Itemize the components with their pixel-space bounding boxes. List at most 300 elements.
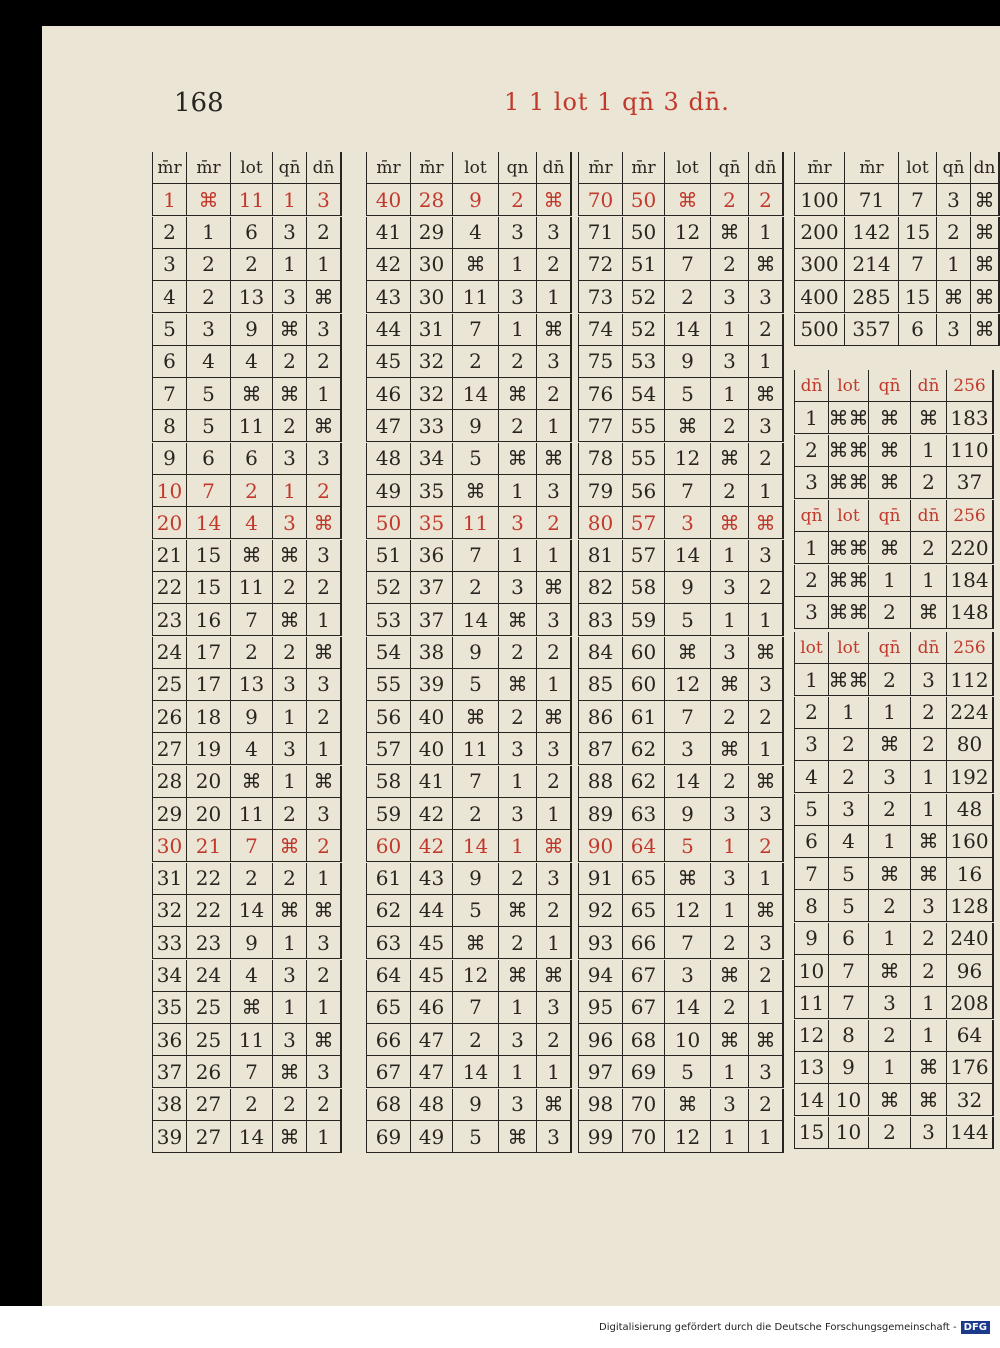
table-cell: 1 [794,402,828,433]
table-cell: ⌘ [230,992,272,1023]
table-cell: 88 [578,766,622,797]
table-cell: ⌘ [306,766,342,797]
table-cell: 5 [794,794,828,825]
table-cell: 55 [366,669,410,700]
table-cell: 3 [710,346,748,377]
table-cell: 37 [152,1056,186,1087]
table-cell: 3 [272,669,306,700]
table-row [794,1084,994,1116]
table-cell: 12 [452,960,498,991]
table-cell: 3 [306,184,342,215]
table-cell: 8 [828,1020,868,1051]
table-cell: 2 [664,281,710,312]
table-row [794,858,994,890]
table-cell: 63 [622,798,664,829]
table-row [794,314,1000,346]
table-cell: 14 [664,766,710,797]
table-cell: 1 [272,701,306,732]
table-cell: 2 [272,1089,306,1120]
table-cell: 3 [498,1089,536,1120]
table-cell: 1 [536,927,572,958]
table-cell: 50 [366,507,410,538]
table-cell: 3 [272,960,306,991]
column-header: m̄r [410,152,452,183]
table-cell: 3 [306,669,342,700]
table-cell: 30 [410,249,452,280]
table-cell: 11 [230,410,272,441]
table-cell: 110 [946,435,994,466]
table-cell: 1 [306,249,342,280]
table-cell: 63 [366,927,410,958]
table-cell: 1 [272,766,306,797]
table-cell: ⌘ [748,766,784,797]
table-cell: 28 [410,184,452,215]
table-cell: 66 [622,927,664,958]
table-cell: 12 [664,895,710,926]
table-row [794,729,994,761]
table-cell: 2 [536,895,572,926]
table-row [152,1024,342,1056]
table-cell: 52 [622,281,664,312]
table-cell: 2 [230,637,272,668]
table-row [578,960,784,992]
table-cell: 14 [794,1084,828,1115]
table-row [152,217,342,249]
table-cell: 224 [946,697,994,728]
table-cell: ⌘ [536,830,572,861]
table-row [794,402,994,434]
table-cell: 2 [230,863,272,894]
table-row [152,960,342,992]
table-cell: 76 [578,378,622,409]
table-cell: 11 [452,507,498,538]
table-cell: 3 [748,669,784,700]
table-cell: 1 [748,863,784,894]
table-cell: ⌘ [536,443,572,474]
table-row [152,895,342,927]
column-header: lot [898,152,936,183]
table-cell: 57 [366,733,410,764]
table-cell: 3 [498,281,536,312]
table-cell: 58 [366,766,410,797]
table-row [578,378,784,410]
table-cell: 1 [272,249,306,280]
column-header: qn̄ [794,500,828,531]
table-cell: 61 [366,863,410,894]
column-header: dn̄ [794,370,828,401]
table-cell: 2 [828,729,868,760]
table-row [366,992,572,1024]
table-cell: 33 [410,410,452,441]
table-cell: 29 [152,798,186,829]
table-cell: 8 [794,890,828,921]
table-row [794,923,994,955]
table-cell: 3 [868,761,910,792]
table-cell: 3 [910,890,946,921]
table-cell: 41 [366,217,410,248]
table-cell: 14 [664,540,710,571]
column-header: qn [498,152,536,183]
table-cell: 2 [910,955,946,986]
table-header-row [794,152,1000,184]
table-cell: 59 [622,604,664,635]
table-cell: 1 [306,378,342,409]
table-cell: 13 [230,281,272,312]
table-cell: 2 [536,507,572,538]
table-row [578,540,784,572]
table-row [152,249,342,281]
table-row [794,826,994,858]
table-cell: 34 [410,443,452,474]
table-cell: 1 [710,1056,748,1087]
table-row [578,184,784,216]
table-cell: 1 [498,540,536,571]
table-cell: 38 [410,637,452,668]
table-row [152,1056,342,1088]
table-cell: ⌘ [664,863,710,894]
table-cell: ⌘ [868,435,910,466]
table-cell: 214 [844,249,898,280]
table-cell: 64 [946,1020,994,1051]
table-cell: 42 [410,798,452,829]
table-cell: ⌘ [272,895,306,926]
table-cell: 160 [946,826,994,857]
table-cell: 39 [152,1121,186,1152]
table-cell: ⌘ [710,443,748,474]
column-header: m̄r [622,152,664,183]
table-cell: 27 [152,733,186,764]
table-cell: 3 [272,733,306,764]
table-row [366,637,572,669]
table-row [152,927,342,959]
table-cell: 6 [186,443,230,474]
table-row [366,1056,572,1088]
table-cell: 14 [452,830,498,861]
table-cell: 50 [622,184,664,215]
table-cell: 176 [946,1052,994,1083]
table-cell: ⌘ [910,597,946,628]
column-header: 256 [946,632,994,663]
table-cell: 2 [498,927,536,958]
table-cell: 9 [664,346,710,377]
table-row [578,1024,784,1056]
table-cell: 3 [536,604,572,635]
table-cell: 50 [622,217,664,248]
table-cell: 64 [366,960,410,991]
table-cell: 6 [828,923,868,954]
table-row [366,249,572,281]
table-row [366,217,572,249]
table-cell: 3 [536,346,572,377]
table-cell: 3 [664,507,710,538]
table-header-row [794,500,994,532]
column-header: dn̄ [748,152,784,183]
table-cell: 6 [794,826,828,857]
table-cell: 3 [828,794,868,825]
table-cell: 11 [794,987,828,1018]
table-cell: 7 [452,992,498,1023]
table-cell: 6 [152,346,186,377]
table-cell: 1 [868,826,910,857]
table-cell: 15 [186,540,230,571]
table-row [152,572,342,604]
table-cell: ⌘ [272,1056,306,1087]
table-cell: 37 [410,572,452,603]
table-cell: 37 [946,467,994,498]
table-row [794,761,994,793]
table-cell: 200 [794,217,844,248]
table-cell: ⌘ [452,927,498,958]
table-cell: 1 [710,1121,748,1152]
table-cell: ⌘ [868,729,910,760]
table-cell: 2 [910,532,946,563]
table-cell: 12 [794,1020,828,1051]
table-cell: 58 [622,572,664,603]
table-cell: 1 [910,761,946,792]
table-cell: 1 [710,830,748,861]
table-cell: 83 [578,604,622,635]
table-cell: ⌘ [306,637,342,668]
table-cell: 1 [748,604,784,635]
table-cell: 144 [946,1117,994,1148]
table-cell: 2 [748,701,784,732]
table-cell: 2 [868,794,910,825]
table-cell: 112 [946,664,994,695]
table-cell: 2 [794,565,828,596]
table-cell: 3 [272,281,306,312]
table-cell: 21 [152,540,186,571]
table-cell: ⌘ [536,572,572,603]
table-cell: 57 [622,540,664,571]
table-cell: 47 [410,1024,452,1055]
table-cell: 1 [152,184,186,215]
table-row [578,669,784,701]
table-cell: 4 [186,346,230,377]
table-cell: 45 [410,927,452,958]
table-cell: 15 [898,217,936,248]
table-cell: 3 [498,733,536,764]
table-cell: 96 [578,1024,622,1055]
table-cell: 14 [452,604,498,635]
table-cell: ⌘ [536,184,572,215]
table-cell: 11 [452,281,498,312]
column-header: qn̄ [868,632,910,663]
table-cell: ⌘ [748,637,784,668]
table-cell: 40 [366,184,410,215]
table-cell: 7 [230,1056,272,1087]
table-row [578,895,784,927]
table-cell: 3 [748,281,784,312]
table-cell: 90 [578,830,622,861]
table-cell: 61 [622,701,664,732]
table-cell: 1 [306,992,342,1023]
table-cell: 5 [186,410,230,441]
table-cell: ⌘ [710,960,748,991]
table-cell: 1 [710,895,748,926]
column-header: lot [794,632,828,663]
table-cell: 43 [410,863,452,894]
table-cell: 1 [186,217,230,248]
table-cell: 5 [828,890,868,921]
table-cell: 1 [306,1121,342,1152]
table-row [794,184,1000,216]
column-header: qn̄ [272,152,306,183]
table-cell: 3 [498,507,536,538]
table-cell: 65 [622,863,664,894]
table-cell: 82 [578,572,622,603]
table-row [152,378,342,410]
table-cell: ⌘ [936,281,970,312]
table-cell: ⌘ [536,1089,572,1120]
table-row [578,733,784,765]
table-cell: ⌘ [498,378,536,409]
table-cell: 2 [452,572,498,603]
table-cell: ⌘ [710,1024,748,1055]
table-cell: ⌘ [868,467,910,498]
table-cell: 13 [794,1052,828,1083]
table-cell: 97 [578,1056,622,1087]
table-cell: ⌘ [710,733,748,764]
table-cell: 48 [366,443,410,474]
table-cell: 2 [794,435,828,466]
table-cell: 3 [306,540,342,571]
table-cell: 2 [306,701,342,732]
table-cell: 3 [536,992,572,1023]
table-cell: 39 [410,669,452,700]
table-cell: 67 [622,992,664,1023]
table-cell: 240 [946,923,994,954]
table-cell: 5 [452,895,498,926]
table-cell: 1 [306,604,342,635]
table-cell: ⌘⌘ [828,435,868,466]
table-cell: 89 [578,798,622,829]
column-header: m̄r [578,152,622,183]
table-cell: 184 [946,565,994,596]
table-cell: ⌘ [272,604,306,635]
table-row [366,475,572,507]
table-cell: 14 [230,895,272,926]
table-cell: ⌘ [748,378,784,409]
table-cell: 67 [366,1056,410,1087]
table-cell: 1 [498,1056,536,1087]
table-row [794,532,994,564]
table-cell: 25 [186,1024,230,1055]
table-row [366,410,572,442]
table-cell: 11 [230,572,272,603]
table-row [366,281,572,313]
table-cell: 5 [452,669,498,700]
table-cell: 62 [622,766,664,797]
table-cell: 72 [578,249,622,280]
table-row [152,701,342,733]
table-cell: ⌘⌘ [828,664,868,695]
table-cell: 1 [272,927,306,958]
table-cell: ⌘ [306,507,342,538]
table-cell: 1 [910,565,946,596]
table-cell: 15 [898,281,936,312]
table-cell: 2 [748,1089,784,1120]
table-cell: ⌘ [498,443,536,474]
table-row [366,314,572,346]
table-cell: 1 [794,532,828,563]
table-cell: 45 [410,960,452,991]
table-row [366,443,572,475]
table-cell: 5 [152,314,186,345]
table-row [366,863,572,895]
table-cell: 300 [794,249,844,280]
table-row [152,475,342,507]
table-row [794,890,994,922]
table-cell: 60 [366,830,410,861]
table-cell: 14 [452,378,498,409]
table-cell: 1 [710,314,748,345]
table-cell: 2 [536,1024,572,1055]
column-header: qn̄ [868,500,910,531]
table-row [794,435,994,467]
table-row [152,992,342,1024]
table-row [578,701,784,733]
table-cell: 220 [946,532,994,563]
table-cell: 500 [794,314,844,345]
table-cell: 5 [664,830,710,861]
column-header: m̄r [366,152,410,183]
table-cell: 7 [664,927,710,958]
column-header: 256 [946,500,994,531]
table-cell: 3 [748,540,784,571]
table-cell: 69 [366,1121,410,1152]
table-cell: 3 [536,1121,572,1152]
table-cell: 10 [794,955,828,986]
table-cell: 1 [910,435,946,466]
table-cell: ⌘ [230,540,272,571]
footer-text: Digitalisierung gefördert durch die Deutsche Forschungsgemeinschaft - [599,1321,957,1333]
dfg-logo: DFG [961,1321,990,1334]
table-row [366,184,572,216]
table-cell: 40 [410,701,452,732]
column-header: m̄r [152,152,186,183]
table-row [578,830,784,862]
table-cell: 9 [452,184,498,215]
table-cell: 3 [794,467,828,498]
table-cell: 19 [186,733,230,764]
table-cell: 3 [710,281,748,312]
table-cell: 2 [186,249,230,280]
table-cell: 32 [410,378,452,409]
table-cell: 12 [664,669,710,700]
table-cell: ⌘ [664,410,710,441]
column-header: lot [452,152,498,183]
table-row [366,1024,572,1056]
table-cell: 1 [910,1020,946,1051]
table-row [578,443,784,475]
table-cell: 2 [910,467,946,498]
table-cell: 14 [452,1056,498,1087]
table-cell: 8 [152,410,186,441]
table-cell: 3 [710,572,748,603]
table-cell: 14 [230,1121,272,1152]
table-cell: 2 [230,1089,272,1120]
table-cell: 1 [828,697,868,728]
table-cell: ⌘ [498,1121,536,1152]
table-cell: 32 [946,1084,994,1115]
table-cell: 2 [910,697,946,728]
table-cell: 1 [498,766,536,797]
table-cell: 357 [844,314,898,345]
table-cell: 2 [306,830,342,861]
table-cell: 42 [410,830,452,861]
table-cell: 1 [536,281,572,312]
table-row [366,1121,572,1153]
